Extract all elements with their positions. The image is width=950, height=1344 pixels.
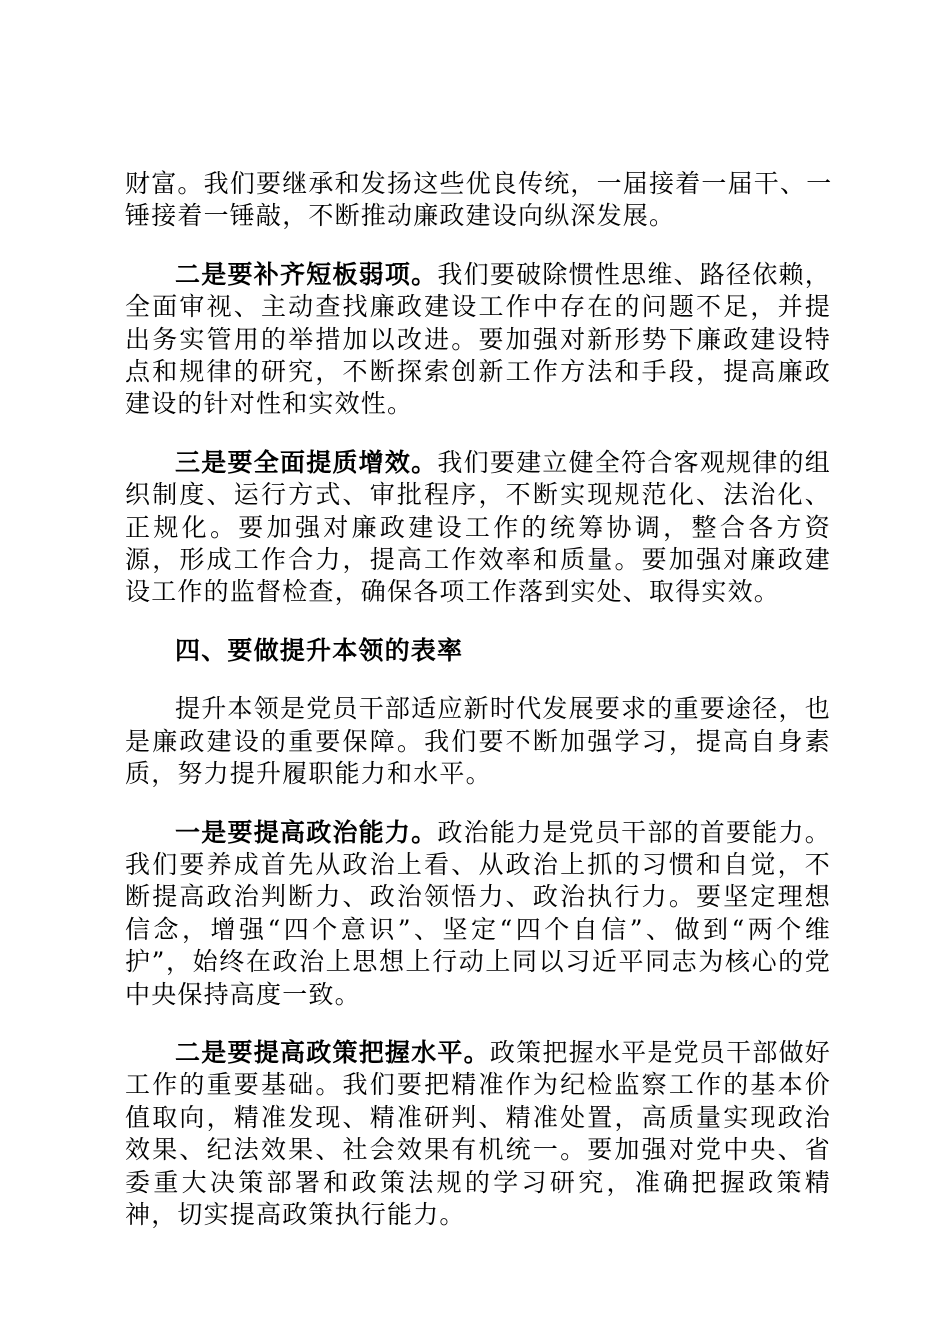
paragraph-shortcomings <box>125 259 831 421</box>
paragraph-body: 提升本领是党员干部适应新时代发展要求的重要途径，也是廉政建设的重要保障。我们要不断加强学习，提高自身素质，努力提升履职能力和水平。 <box>125 694 831 789</box>
paragraph-quality <box>125 447 831 609</box>
paragraph-political-ability <box>125 817 831 1011</box>
paragraph-lead: 一是要提高政治能力。 <box>175 817 438 847</box>
paragraph-policy <box>125 1037 831 1231</box>
paragraph-body: 政治能力是党员干部的首要能力。我们要养成首先从政治上看、从政治上抓的习惯和自觉，不断提高政治判断力、政治领悟力、政治执行力。要坚定理想信念，增强“四个意识”、坚定“四个自信”、做到“两个维护”，始终在政治上思想上行动上同以习近平同志为核心的党中央保持高度一致。 <box>125 817 831 1009</box>
paragraph-lead: 二是要补齐短板弱项。 <box>175 259 438 289</box>
text-line: 锤接着一锤敲，不断推动廉政建设向纵深发展。 <box>125 201 676 231</box>
paragraph-body: 我们要破除惯性思维、路径依赖，全面审视、主动查找廉政建设工作中存在的问题不足，并提出务实管用的举措加以改进。要加强对新形势下廉政建设特点和规律的研究，不断探索创新工作方法和手段，提高廉政建设的针对性和实效性。 <box>125 259 831 419</box>
section-heading: 四、要做提升本领的表率 <box>175 635 464 665</box>
paragraph-body: 我们要建立健全符合客观规律的组织制度、运行方式、审批程序，不断实现规范化、法治化、正规化。要加强对廉政建设工作的统筹协调，整合各方资源，形成工作合力，提高工作效率和质量。要加强对廉政建设工作的监督检查，确保各项工作落到实处、取得实效。 <box>125 447 831 607</box>
document-page <box>125 168 831 1257</box>
paragraph-intro <box>125 693 831 790</box>
paragraph-body: 政策把握水平是党员干部做好工作的重要基础。我们要把精准作为纪检监察工作的基本价值取向，精准发现、精准研判、精准处置，高质量实现政治效果、纪法效果、社会效果有机统一。要加强对党中央、省委重大决策部署和政策法规的学习研究，准确把握政策精神，切实提高政策执行能力。 <box>125 1037 831 1229</box>
paragraph-lead: 二是要提高政策把握水平。 <box>175 1037 490 1067</box>
paragraph-lead: 三是要全面提质增效。 <box>175 447 438 477</box>
paragraph-continuation <box>125 168 831 233</box>
text-line: 财富。我们要继承和发扬这些优良传统，一届接着一届干、一 <box>125 169 833 198</box>
